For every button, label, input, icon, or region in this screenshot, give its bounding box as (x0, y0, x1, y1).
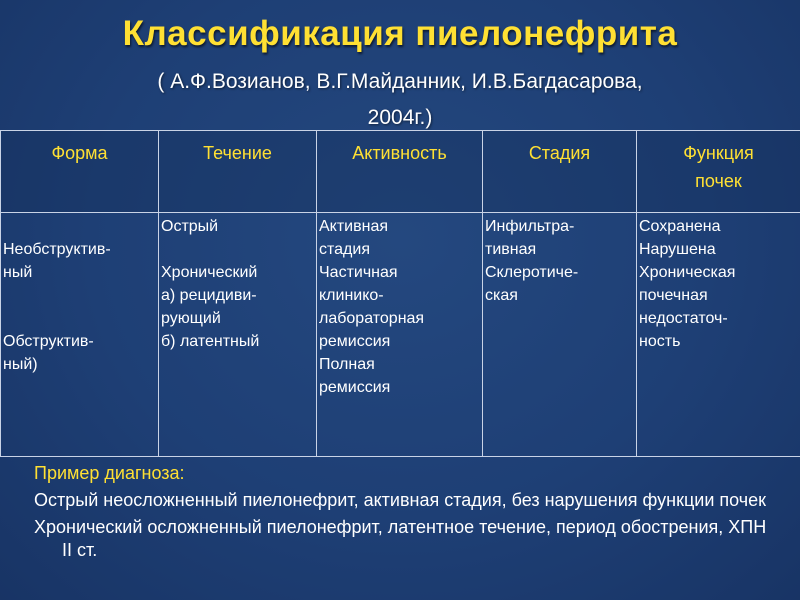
aktivnost-line: Активная (319, 218, 389, 235)
classification-table (0, 130, 800, 457)
aktivnost-line: ремиссия (319, 333, 391, 350)
table-row (1, 213, 800, 457)
diagnosis-example (34, 462, 774, 566)
techenie-line: а) рецидиви- (161, 287, 257, 304)
cell-funkciya (637, 213, 800, 457)
stadiya-line: Инфильтра- (485, 218, 575, 235)
header-funkciya: Функция почек (637, 131, 800, 213)
techenie-line: Хронический (161, 264, 258, 281)
aktivnost-line: лабораторная (319, 310, 425, 327)
header-techenie: Течение (159, 131, 317, 213)
aktivnost-line: клинико- (319, 287, 384, 304)
cell-stadiya (483, 213, 637, 457)
example-heading: Пример диагноза: (34, 463, 185, 483)
example-item: Острый неосложненный пиелонефрит, активная стадия, без нарушения функции почек (34, 490, 767, 510)
forma-line: ный) (3, 356, 38, 373)
stadiya-line: Склеротиче- (485, 264, 579, 281)
funkciya-line: Нарушена (639, 241, 716, 258)
header-forma: Форма (1, 131, 159, 213)
cell-aktivnost (317, 213, 483, 457)
aktivnost-line: стадия (319, 241, 370, 258)
stadiya-line: ская (485, 287, 518, 304)
table-header-row (1, 131, 800, 213)
slide-title: Классификация пиелонефрита (122, 14, 678, 53)
header-stadiya: Стадия (483, 131, 637, 213)
techenie-line: б) латентный (161, 333, 260, 350)
cell-techenie (159, 213, 317, 457)
example-item: Хронический осложненный пиелонефрит, латентное течение, период обострения, ХПН II ст. (34, 517, 767, 560)
funkciya-line: ность (639, 333, 681, 350)
techenie-line: рующий (161, 310, 221, 327)
funkciya-line: Сохранена (639, 218, 721, 235)
funkciya-line: Хроническая (639, 264, 736, 281)
aktivnost-line: ремиссия (319, 379, 391, 396)
forma-line: ный (3, 264, 33, 281)
funkciya-line: недостаточ- (639, 310, 728, 327)
aktivnost-line: Частичная (319, 264, 398, 281)
slide-subtitle-line1: ( А.Ф.Возианов, В.Г.Майданник, И.В.Багдасарова, (157, 70, 643, 93)
cell-forma (1, 213, 159, 457)
techenie-line: Острый (161, 218, 219, 235)
forma-line: Обструктив- (3, 333, 94, 350)
stadiya-line: тивная (485, 241, 537, 258)
forma-line: Необструктив- (3, 241, 111, 258)
funkciya-line: почечная (639, 287, 708, 304)
aktivnost-line: Полная (319, 356, 375, 373)
slide-subtitle-line2: 2004г.) (367, 106, 433, 129)
header-aktivnost: Активность (317, 131, 483, 213)
